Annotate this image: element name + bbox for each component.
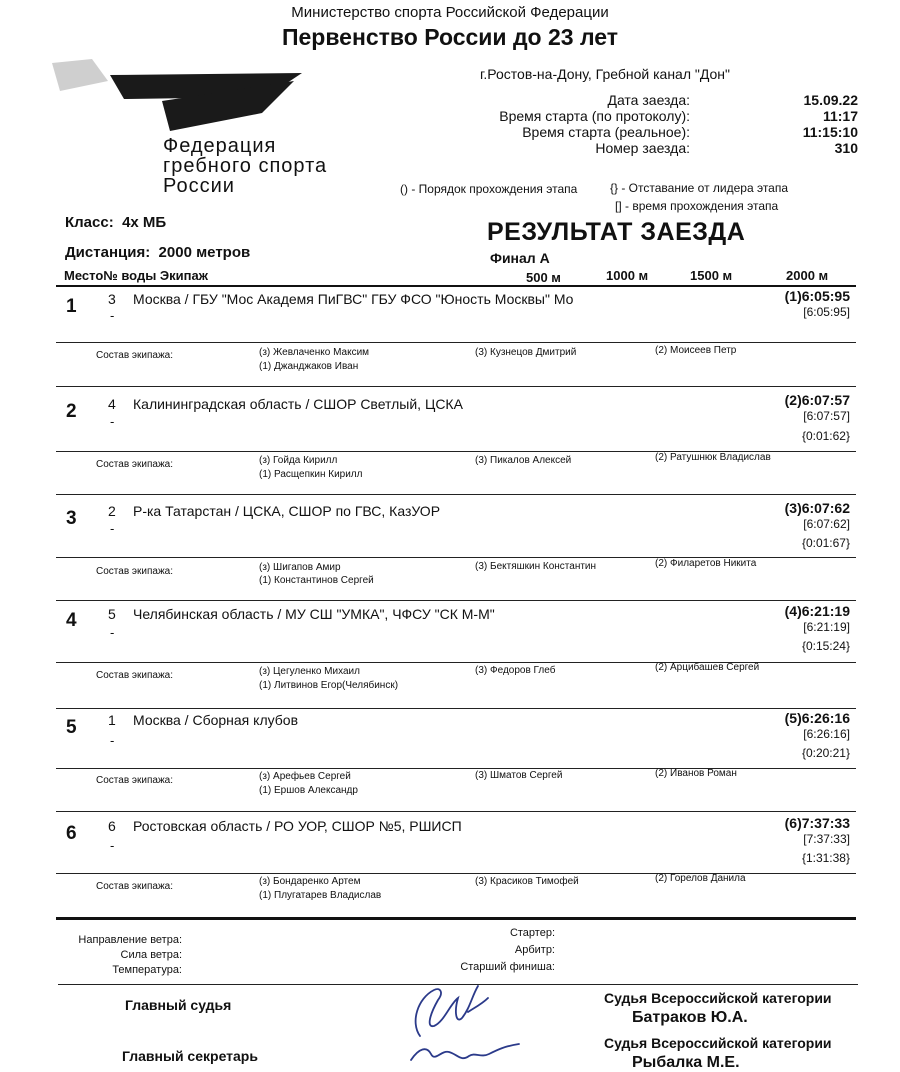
race-number-value: 310 (834, 140, 858, 156)
result-time: (6)7:37:33 (784, 815, 850, 831)
result-title: РЕЗУЛЬТАТ ЗАЕЗДА (487, 218, 746, 246)
rower: (1) Расщепкин Кирилл (259, 469, 363, 480)
result-place: 3 (66, 508, 77, 529)
result-split: [6:07:57] (803, 409, 850, 423)
chief-judge-label: Главный судья (125, 997, 232, 1013)
result-time: (1)6:05:95 (784, 288, 850, 304)
result-place: 1 (66, 296, 77, 317)
final-label: Финал А (490, 250, 550, 266)
result-dash: - (110, 521, 115, 536)
chief-secretary-label: Главный секретарь (122, 1048, 258, 1064)
header-divider (56, 285, 856, 287)
column-header-1000: 1000 м (606, 268, 649, 283)
result-crew: Ростовская область / РО УОР, СШОР №5, РШИСП (133, 818, 462, 834)
result-lane: 6 (108, 818, 116, 834)
result-gap: {1:31:38} (801, 851, 850, 865)
championship-title: Первенство России до 23 лет (281, 24, 619, 50)
rower: (3) Шматов Сергей (475, 770, 563, 781)
result-lane: 5 (108, 606, 116, 622)
legend-order: () - Порядок прохождения этапа (400, 182, 578, 196)
chief-secretary-category: Судья Всероссийской категории (604, 1035, 832, 1051)
rower: (з) Шигапов Амир (259, 562, 341, 573)
rower: (з) Бондаренко Артем (259, 876, 361, 887)
result-time: (3)6:07:62 (784, 500, 850, 516)
result-place: 4 (66, 610, 77, 631)
ministry-title: Министерство спорта Российской Федерации (291, 4, 609, 21)
rower: (1) Плугатарев Владислав (259, 890, 382, 901)
result-split: [7:37:33] (803, 832, 850, 846)
result-crew: Москва / ГБУ "Мос Академя ПиГВС" ГБУ ФСО "Юность Москвы" Мо (133, 291, 574, 307)
result-dash: - (110, 308, 115, 323)
distance: Дистанция: 2000 метров (65, 244, 251, 261)
chief-judge-category: Судья Всероссийской категории (604, 990, 832, 1006)
chief-secretary-name: Рыбалка М.Е. (632, 1054, 740, 1071)
result-dash: - (110, 625, 115, 640)
column-header-crew: Место№ воды Экипаж (64, 268, 208, 283)
race-number-label: Номер заезда: (595, 140, 690, 156)
rower: (1) Литвинов Егор(Челябинск) (259, 680, 399, 691)
result-lane: 4 (108, 396, 116, 412)
rower: (з) Жевлаченко Максим (259, 347, 370, 358)
legend-gap: {} - Отставание от лидера этапа (610, 181, 789, 195)
rower: (2) Иванов Роман (655, 768, 737, 779)
row-divider (56, 494, 856, 495)
rower: (1) Константинов Сергей (259, 575, 374, 586)
result-place: 2 (66, 401, 77, 422)
result-gap: {0:20:21} (801, 746, 850, 760)
rower: (2) Ратушнюк Владислав (655, 452, 771, 463)
crew-label: Состав экипажа: (96, 566, 173, 577)
start-real-label: Время старта (реальное): (522, 124, 690, 140)
result-dash: - (110, 414, 115, 429)
table-bottom-divider (56, 917, 856, 920)
start-protocol-label: Время старта (по протоколу): (499, 108, 690, 124)
rower: (3) Кузнецов Дмитрий (475, 347, 577, 358)
crew-label: Состав экипажа: (96, 881, 173, 892)
starter-label: Стартер: (509, 927, 555, 939)
result-lane: 3 (108, 291, 116, 307)
result-gap: {0:01:67} (801, 536, 850, 550)
result-split: [6:05:95] (803, 305, 850, 319)
result-place: 6 (66, 823, 77, 844)
start-real-value: 11:15:10 (802, 124, 858, 140)
crew-label: Состав экипажа: (96, 350, 173, 361)
row-divider (56, 708, 856, 709)
result-dash: - (110, 838, 115, 853)
rower: (3) Бектяшкин Константин (475, 561, 597, 572)
column-header-2000: 2000 м (786, 268, 829, 283)
wind-direction-label: Направление ветра: (78, 934, 182, 946)
result-time: (2)6:07:57 (784, 392, 850, 408)
result-split: [6:21:19] (803, 620, 850, 634)
result-lane: 1 (108, 712, 116, 728)
result-split: [6:07:62] (803, 517, 850, 531)
federation-logo (52, 55, 352, 135)
federation-name: Федерация гребного спорта России (163, 135, 328, 197)
result-time: (5)6:26:16 (784, 710, 850, 726)
row-divider (56, 342, 856, 343)
row-divider (56, 811, 856, 812)
rower: (2) Филаретов Никита (655, 558, 757, 569)
rower: (2) Арцибашев Сергей (655, 662, 760, 673)
result-lane: 2 (108, 503, 116, 519)
wind-force-label: Сила ветра: (120, 949, 182, 961)
race-date-value: 15.09.22 (803, 92, 858, 108)
result-gap: {0:15:24} (801, 639, 850, 653)
rower: (2) Моисеев Петр (655, 345, 737, 356)
crew-label: Состав экипажа: (96, 775, 173, 786)
result-dash: - (110, 733, 115, 748)
column-header-500: 500 м (526, 270, 561, 285)
rower: (2) Горелов Данила (655, 873, 746, 884)
row-divider (56, 386, 856, 387)
result-crew: Р-ка Татарстан / ЦСКА, СШОР по ГВС, КазУОР (133, 503, 441, 519)
result-crew: Челябинская область / МУ СШ "УМКА", ЧФСУ "СК М-М" (133, 606, 495, 622)
result-place: 5 (66, 717, 77, 738)
rower: (з) Гойда Кирилл (259, 455, 338, 466)
finish-label: Старший финиша: (460, 961, 555, 973)
result-crew: Калининградская область / СШОР Светлый, ЦСКА (133, 396, 463, 412)
result-gap: {0:01:62} (801, 429, 850, 443)
result-time: (4)6:21:19 (784, 603, 850, 619)
temperature-label: Температура: (112, 964, 182, 976)
rower: (з) Арефьев Сергей (259, 771, 351, 782)
venue: г.Ростов-на-Дону, Гребной канал "Дон" (480, 66, 730, 82)
rower: (3) Федоров Глеб (475, 665, 556, 676)
race-date-label: Дата заезда: (607, 92, 690, 108)
rower: (3) Пикалов Алексей (475, 455, 572, 466)
chief-judge-name: Батраков Ю.А. (632, 1009, 748, 1026)
rower: (1) Джанджаков Иван (259, 361, 359, 372)
result-crew: Москва / Сборная клубов (133, 712, 299, 728)
arbiter-label: Арбитр: (514, 944, 555, 956)
rower: (3) Красиков Тимофей (475, 876, 579, 887)
column-header-1500: 1500 м (690, 268, 733, 283)
crew-label: Состав экипажа: (96, 670, 173, 681)
rower: (з) Цегуленко Михаил (259, 666, 360, 677)
boat-class: Класс: 4х МБ (65, 214, 167, 231)
crew-label: Состав экипажа: (96, 459, 173, 470)
rower: (1) Ершов Александр (259, 785, 358, 796)
chief-judge-signature (400, 978, 510, 1044)
legend-split: [] - время прохождения этапа (615, 199, 779, 213)
result-split: [6:26:16] (803, 727, 850, 741)
start-protocol-value: 11:17 (822, 108, 858, 124)
row-divider (56, 600, 856, 601)
chief-secretary-signature (405, 1040, 525, 1065)
